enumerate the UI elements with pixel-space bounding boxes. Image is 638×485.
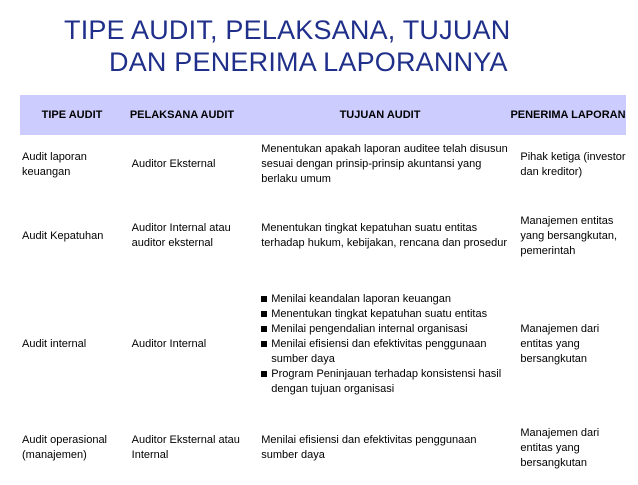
bullet-square-icon bbox=[261, 311, 267, 317]
table-row bbox=[20, 194, 626, 278]
bullet-text: Menilai pengendalian internal organisasi bbox=[271, 323, 468, 335]
cell-tujuan: Menilai efisiensi dan efektivitas penggunaan sumber daya bbox=[261, 434, 477, 461]
slide-title bbox=[0, 14, 638, 78]
bullet-text: Menilai keandalan laporan keuangan bbox=[271, 293, 452, 305]
cell-pelaksana: Auditor Eksternal bbox=[131, 158, 216, 170]
header-penerima-laporan: PENERIMA LAPORAN bbox=[510, 109, 626, 121]
cell-tipe: Audit Kepatuhan bbox=[22, 229, 104, 242]
cell-penerima: Manajemen dari entitas yang bersangkutan bbox=[520, 426, 600, 469]
bullet-square-icon bbox=[261, 341, 267, 347]
list-item bbox=[261, 307, 510, 322]
table-row bbox=[20, 411, 626, 485]
cell-penerima: Pihak ketiga (investor dan kreditor) bbox=[520, 150, 626, 178]
bullet-text: Menilai efisiensi dan efektivitas penggunaan sumber daya bbox=[271, 338, 487, 365]
slide-title-line-1: TIPE AUDIT, PELAKSANA, TUJUAN bbox=[64, 15, 511, 45]
bullet-square-icon bbox=[261, 371, 267, 377]
audit-table bbox=[20, 95, 626, 485]
cell-tipe: Audit operasional (manajemen) bbox=[22, 434, 108, 461]
bullet-square-icon bbox=[261, 326, 267, 332]
list-item bbox=[261, 337, 510, 367]
header-tujuan-audit: TUJUAN AUDIT bbox=[339, 109, 421, 121]
list-item bbox=[261, 292, 510, 307]
cell-tujuan: Menentukan apakah laporan auditee telah disusun sesuai dengan prinsip-prinsip akuntansi yang berlaku umum bbox=[261, 143, 508, 185]
cell-tujuan bbox=[251, 292, 510, 397]
cell-penerima: Manajemen dari entitas yang bersangkutan bbox=[520, 323, 600, 365]
slide-title-line-2: DAN PENERIMA LAPORANNYA bbox=[109, 47, 508, 77]
cell-tipe: Audit laporan keuangan bbox=[22, 150, 87, 178]
header-tipe-audit: TIPE AUDIT bbox=[41, 109, 103, 121]
table-row bbox=[20, 278, 626, 411]
bullet-text: Menentukan tingkat kepatuhan suatu entitas bbox=[271, 308, 488, 320]
table-header-row bbox=[20, 95, 626, 135]
cell-pelaksana: Auditor Eksternal atau Internal bbox=[131, 434, 240, 461]
cell-pelaksana: Auditor Internal bbox=[131, 338, 207, 350]
table-row bbox=[20, 135, 626, 194]
cell-tujuan: Menentukan tingkat kepatuhan suatu entitas terhadap hukum, kebijakan, rencana dan prosedur bbox=[261, 222, 508, 249]
list-item bbox=[261, 367, 510, 397]
header-pelaksana-audit: PELAKSANA AUDIT bbox=[129, 109, 235, 121]
cell-pelaksana: Auditor Internal atau auditor eksternal bbox=[131, 222, 231, 249]
bullet-text: Program Peninjauan terhadap konsistensi hasil dengan tujuan organisasi bbox=[271, 368, 502, 395]
bullet-square-icon bbox=[261, 296, 267, 302]
cell-tipe: Audit internal bbox=[22, 338, 87, 350]
tujuan-bullet-list bbox=[261, 292, 510, 397]
list-item bbox=[261, 322, 510, 337]
cell-penerima: Manajemen entitas yang bersangkutan, pemerintah bbox=[520, 214, 618, 257]
